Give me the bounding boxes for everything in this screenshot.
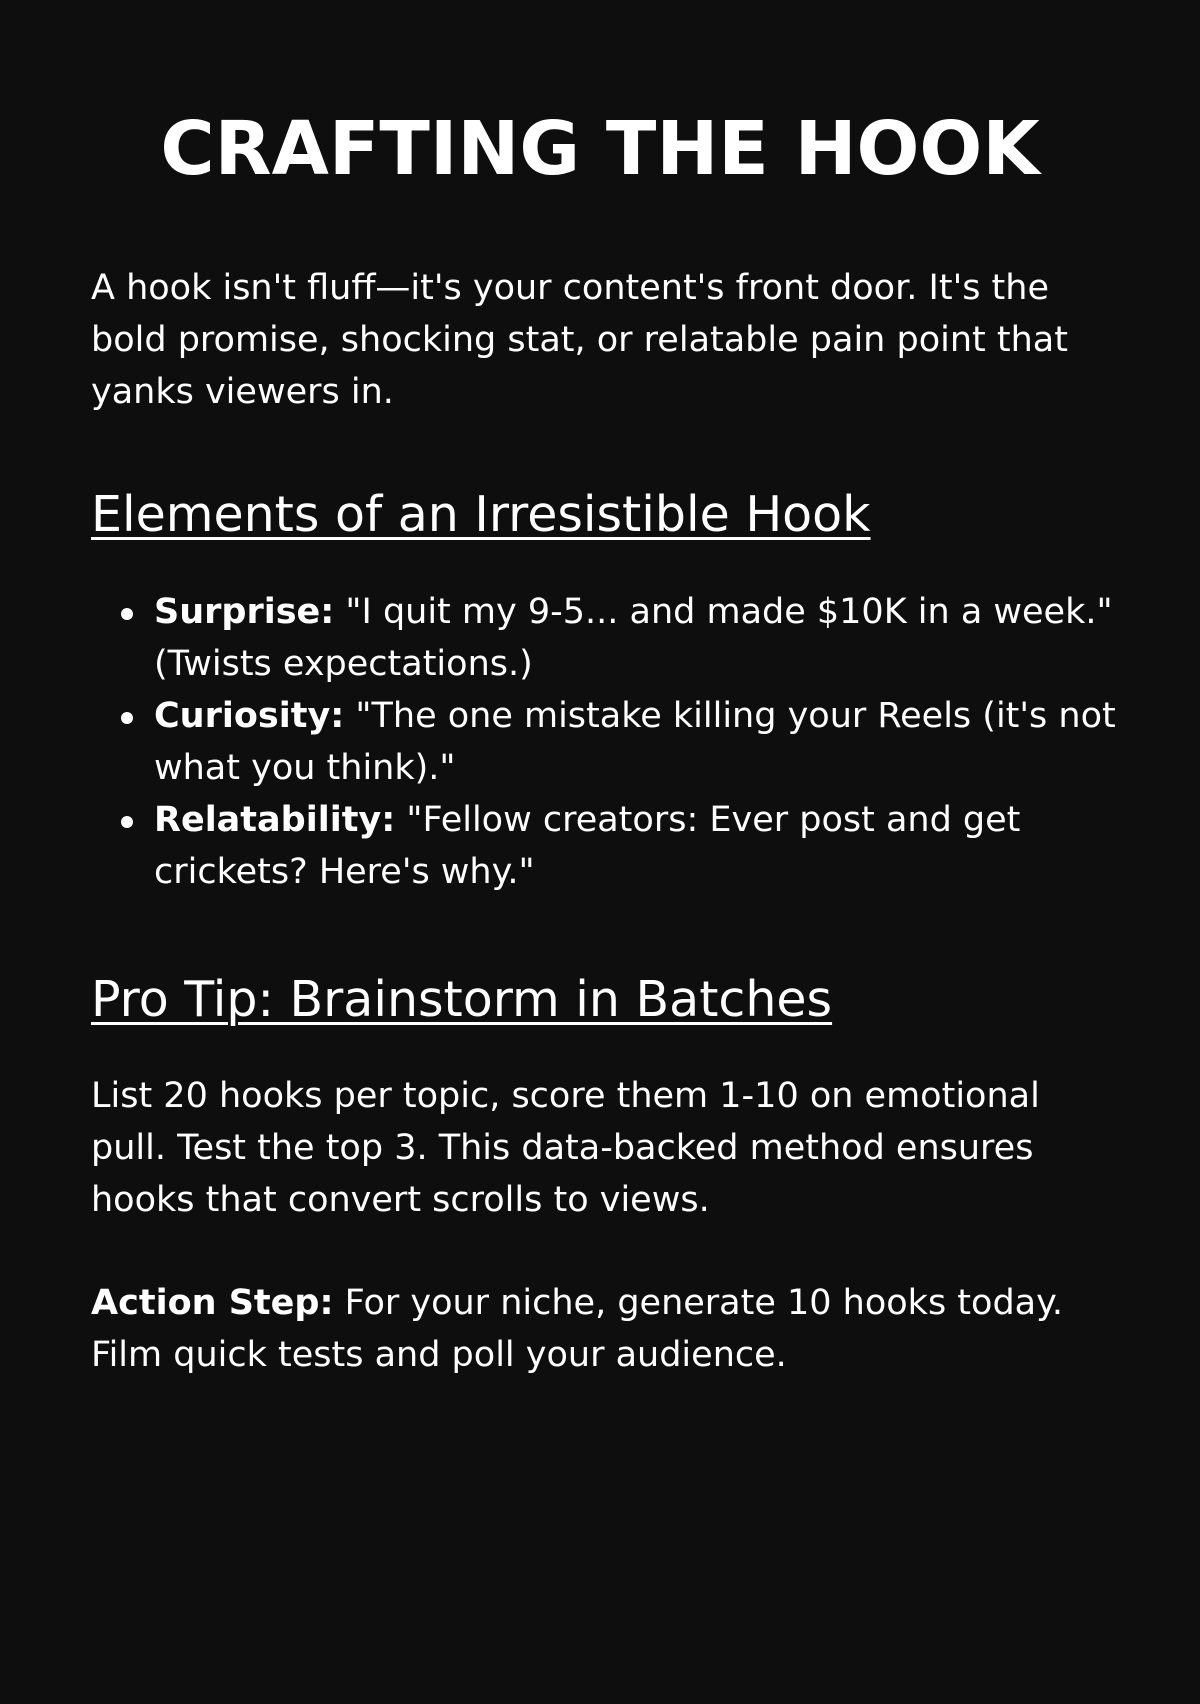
- pro-tip-paragraph: List 20 hooks per topic, score them 1-10 on emotional pull. Test the top 3. This data-backed method ensures hooks that convert scrolls to views.: [91, 1076, 1040, 1220]
- intro-paragraph: A hook isn't fluff—it's your content's front door. It's the bold promise, shocking stat, or relatable pain point that yanks viewers in.: [91, 268, 1068, 412]
- bullet-list-block: [91, 586, 1121, 898]
- bullet-icon: [121, 816, 133, 828]
- action-step-paragraph: [91, 1277, 1121, 1381]
- intro-block: [91, 262, 1121, 418]
- list-item-label: Relatability:: [154, 800, 396, 840]
- action-step-label: Action Step:: [91, 1283, 334, 1323]
- list-item-text: "Fellow creators: Ever post and get crickets? Here's why.": [154, 800, 1021, 892]
- bullet-icon: [121, 608, 133, 620]
- action-step-text: For your niche, generate 10 hooks today. Film quick tests and poll your audience.: [91, 1283, 1063, 1375]
- list-item: [91, 586, 1121, 690]
- list-item: [91, 794, 1121, 898]
- bullet-icon: [121, 712, 133, 724]
- section-heading-elements: Elements of an Irresistible Hook: [91, 486, 871, 543]
- pro-tip-body-block: [91, 1070, 1121, 1226]
- section-heading-pro-tip: Pro Tip: Brainstorm in Batches: [91, 971, 833, 1028]
- bullet-list: [91, 586, 1121, 898]
- list-item: [91, 690, 1121, 794]
- section-elements: [91, 485, 1121, 545]
- list-item-text: "I quit my 9-5... and made $10K in a week." (Twists expectations.): [154, 592, 1113, 684]
- page-title: CRAFTING THE HOOK: [160, 106, 1040, 192]
- action-step-block: [91, 1277, 1121, 1381]
- list-item-text: "The one mistake killing your Reels (it's not what you think).": [154, 696, 1116, 788]
- section-pro-tip: [91, 970, 1121, 1030]
- list-item-label: Curiosity:: [154, 696, 345, 736]
- list-item-label: Surprise:: [154, 592, 335, 632]
